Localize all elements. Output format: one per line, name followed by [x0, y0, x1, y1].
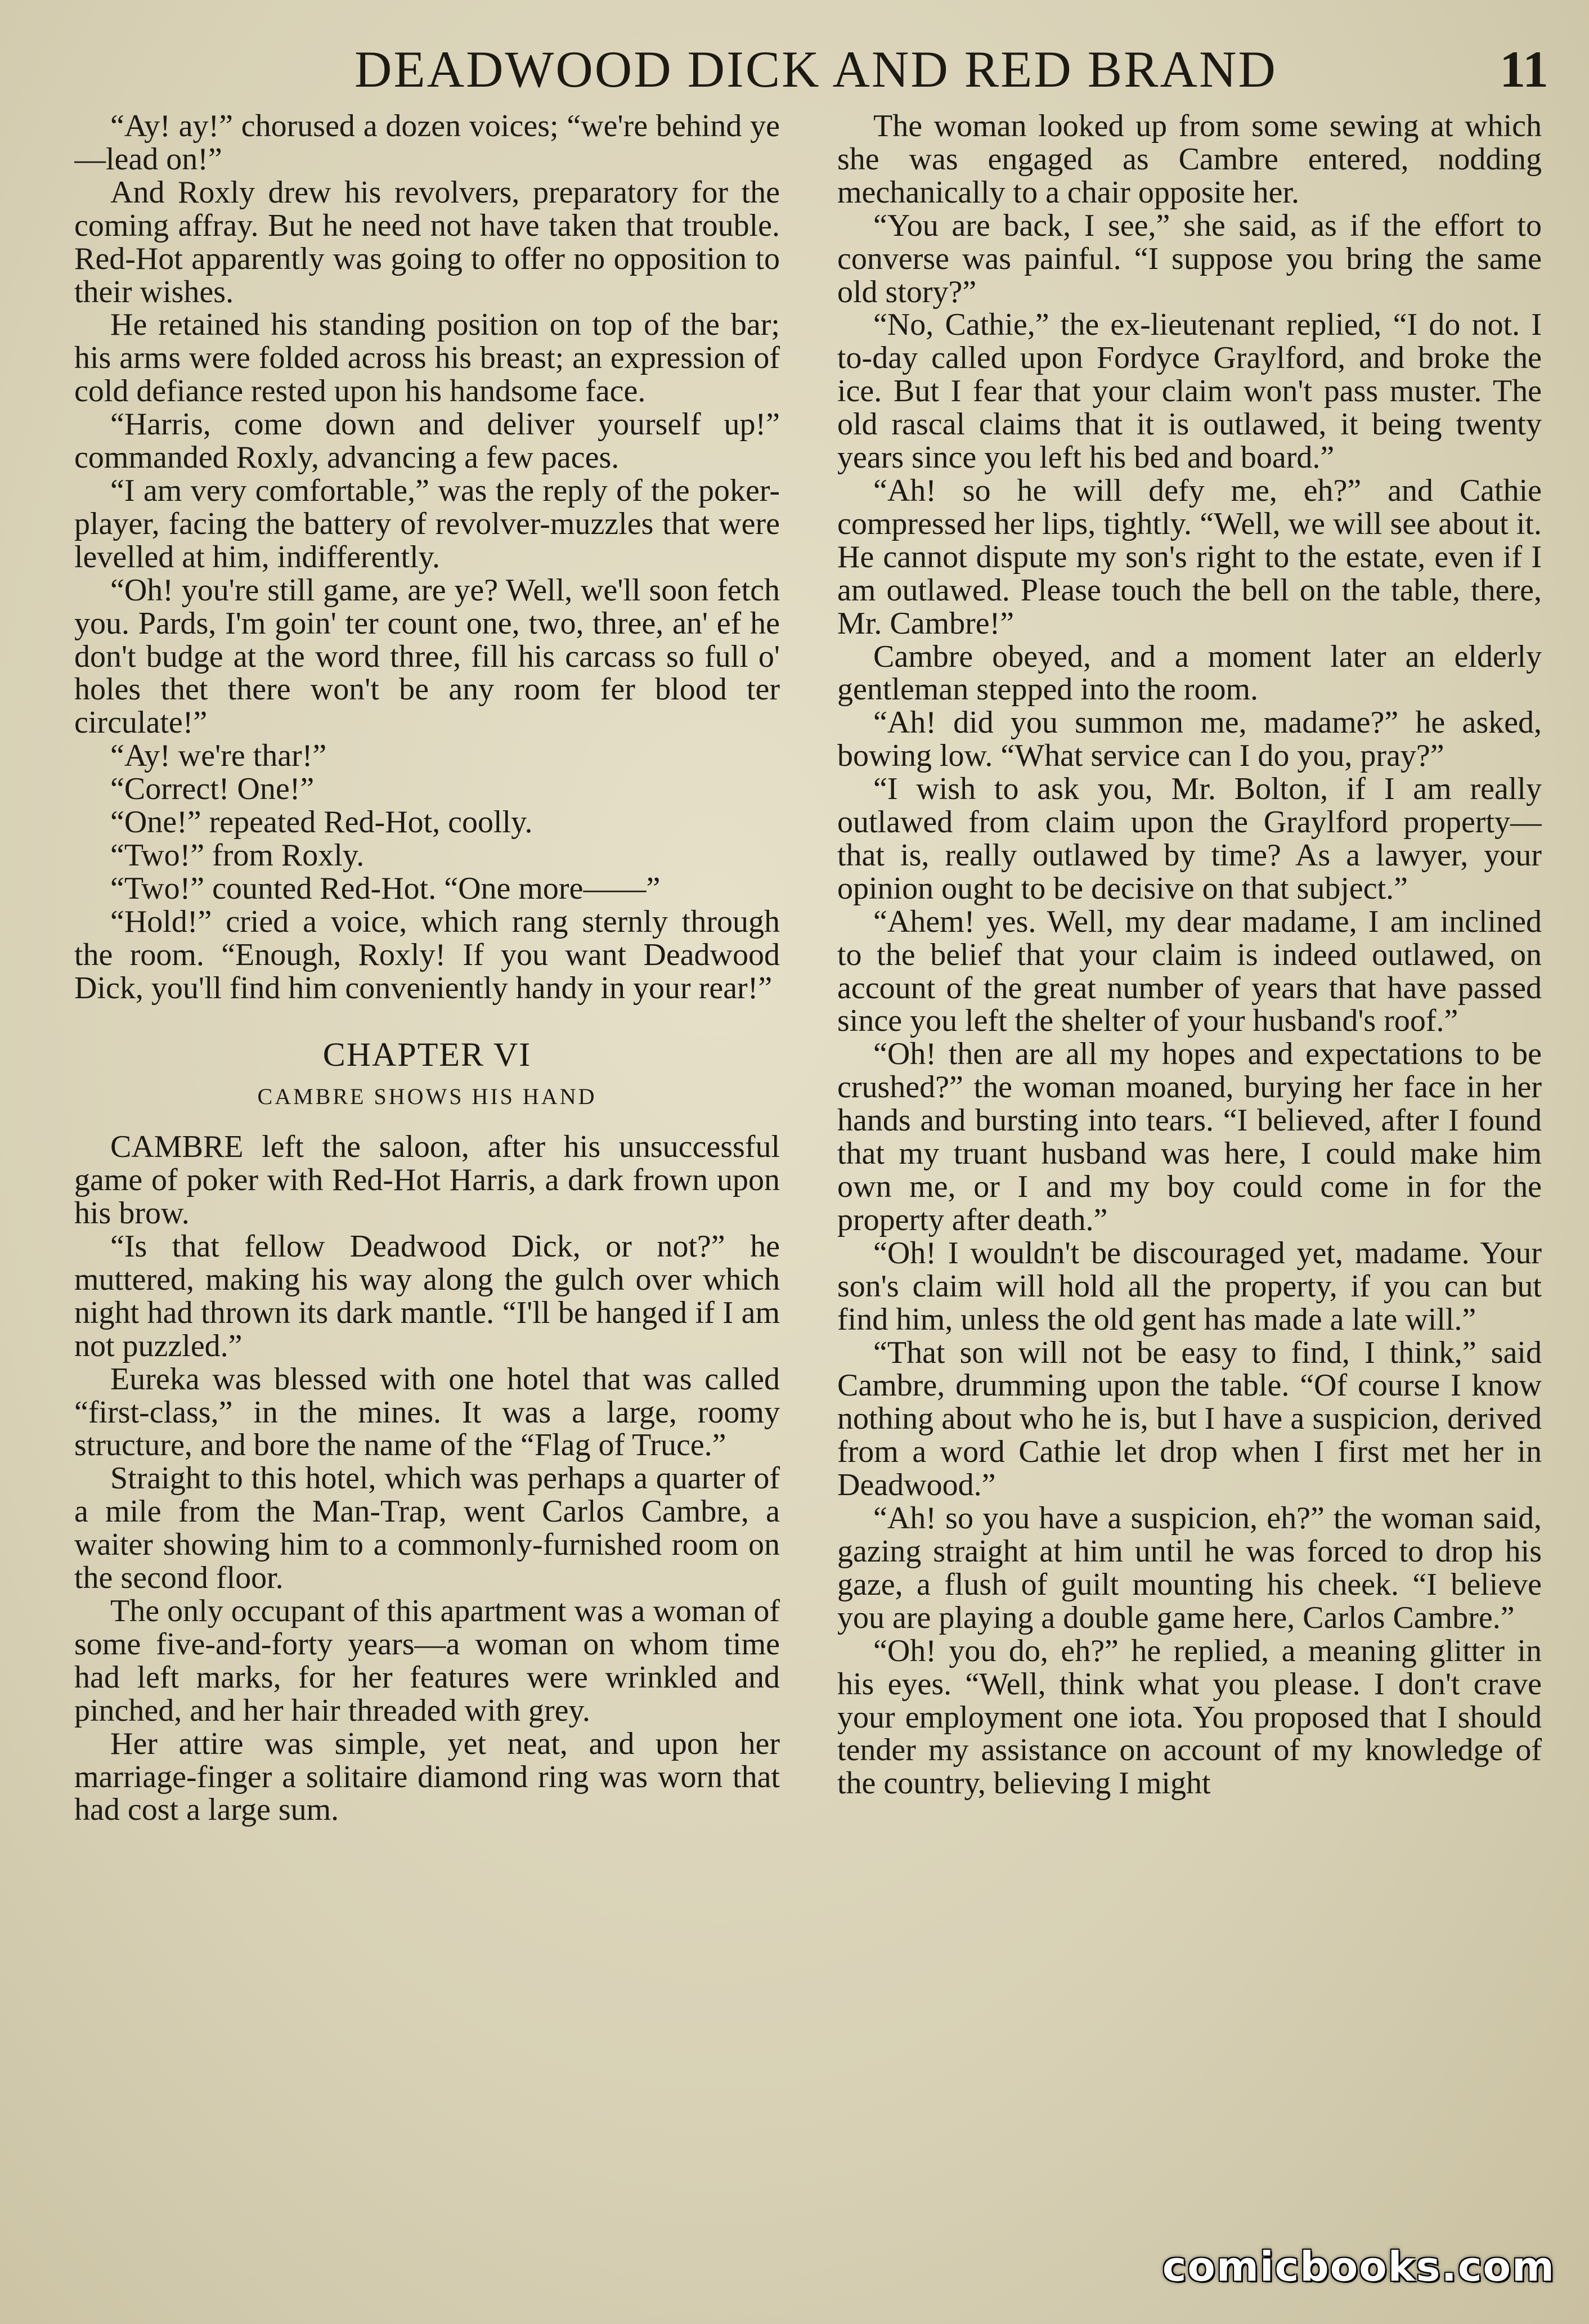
paragraph: “Ah! so you have a suspicion, eh?” the woman said, gazing straight at him until he was forced to drop his gaze, a flush of guilt mounting his cheek. “I believe you are playing a double game here, Carlos Cambre.” [837, 1501, 1542, 1635]
chapter-subtitle: CAMBRE SHOWS HIS HAND [257, 1084, 597, 1110]
paragraph: “Oh! I wouldn't be discouraged yet, madame. Your son's claim will hold all the property, if you can but find him, unless the old gent has made a late will.” [837, 1235, 1542, 1337]
paragraph: “Oh! you do, eh?” he replied, a meaning glitter in his eyes. “Well, think what you please. I don't crave your employment one iota. You proposed that I should tender my assistance on account of my knowledge of the country, believing I might [837, 1633, 1542, 1801]
paragraph: “Correct! One!” [110, 771, 315, 807]
page-header [0, 39, 1589, 118]
paragraph: “Harris, come down and deliver yourself up!” commanded Roxly, advancing a few paces. [74, 407, 780, 475]
paragraph: “I am very comfortable,” was the reply of the poker-player, facing the battery of revolver-muzzles that were levelled at him, indifferently. [74, 473, 780, 575]
paragraph: The woman looked up from some sewing at which she was engaged as Cambre entered, nodding mechanically to a chair opposite her. [837, 110, 1542, 210]
paragraph: He retained his standing position on top of the bar; his arms were folded across his breast; an expression of cold defiance rested upon his handsome face. [74, 307, 780, 409]
paragraph: “Ahem! yes. Well, my dear madame, I am inclined to the belief that your claim is indeed outlawed, on account of the great number of years that have passed since you left the shelter of your husband's roof.” [837, 904, 1542, 1039]
chapter-heading: CHAPTER VI [322, 1036, 532, 1074]
paragraph: “Oh! you're still game, are ye? Well, we'll soon fetch you. Pards, I'm goin' ter count one, two, three, an' ef he don't budge at the word three, fill his carcass so full o' holes thet there won't be any room fer blood ter circulate!” [74, 572, 780, 741]
paragraph: “You are back, I see,” she said, as if the effort to converse was painful. “I suppose you bring the same old story?” [837, 208, 1542, 309]
paragraph: “Ay! we're thar!” [110, 738, 327, 774]
paragraph: Eureka was blessed with one hotel that was called “first-class,” in the mines. It was a large, roomy structure, and bore the name of the “Flag of Truce.” [74, 1361, 780, 1463]
paragraph: Cambre obeyed, and a moment later an elderly gentleman stepped into the room. [837, 639, 1542, 707]
running-title: DEADWOOD DICK AND RED BRAND [354, 41, 1277, 98]
paragraph: Straight to this hotel, which was perhaps a quarter of a mile from the Man-Trap, went Carlos Cambre, a waiter showing him to a commonly-furnished room on the second floor. [74, 1461, 780, 1596]
paragraph: “Ay! ay!” chorused a dozen voices; “we're behind ye—lead on!” [74, 110, 780, 177]
paragraph: “Oh! then are all my hopes and expectations to be crushed?” the woman moaned, burying her face in her hands and bursting into tears. “I believed, after I found that my truant husband was here, I could make him own me, or I and my boy could come in for the property after death.” [837, 1037, 1542, 1237]
paragraph: “Hold!” cried a voice, which rang sternly through the room. “Enough, Roxly! If you want Deadwood Dick, you'll find him conveniently handy in your rear!” [74, 904, 780, 1006]
right-column [837, 110, 1542, 2248]
page-number: 11 [1500, 41, 1548, 98]
left-column [74, 110, 780, 2248]
paragraph: And Roxly drew his revolvers, preparatory for the coming affray. But he need not have taken that trouble. Red-Hot apparently was going to offer no opposition to their wishes. [74, 174, 780, 309]
paragraph: “I wish to ask you, Mr. Bolton, if I am really outlawed from claim upon the Graylford property—that is, really outlawed by time? As a lawyer, your opinion ought to be decisive on that subject.” [837, 771, 1542, 906]
paragraph: “Is that fellow Deadwood Dick, or not?” he muttered, making his way along the gulch over which night had thrown its dark mantle. “I'll be hanged if I am not puzzled.” [74, 1229, 780, 1363]
paragraph: “Ah! so he will defy me, eh?” and Cathie compressed her lips, tightly. “Well, we will see about it. He cannot dispute my son's right to the estate, even if I am outlawed. Please touch the bell on the table, there, Mr. Cambre!” [837, 473, 1542, 641]
paragraph: “One!” repeated Red-Hot, coolly. [110, 805, 533, 840]
site-watermark: comicbooks.com [1162, 2243, 1555, 2290]
paragraph: CAMBRE left the saloon, after his unsuccessful game of poker with Red-Hot Harris, a dark frown upon his brow. [74, 1129, 780, 1231]
paragraph: “Two!” from Roxly. [110, 837, 365, 873]
paragraph: “No, Cathie,” the ex-lieutenant replied, “I do not. I to-day called upon Fordyce Graylford, and broke the ice. But I fear that your claim won't pass muster. The old rascal claims that it is outlawed, it being twenty years since you left his bed and board.” [837, 307, 1542, 475]
paragraph: “Ah! did you summon me, madame?” he asked, bowing low. “What service can I do you, pray?” [837, 705, 1542, 774]
paragraph: “Two!” counted Red-Hot. “One more——” [110, 871, 661, 906]
paragraph: “That son will not be easy to find, I think,” said Cambre, drumming upon the table. “Of course I know nothing about who he is, but I have a suspicion, derived from a word Cathie let drop when I first met her in Deadwood.” [837, 1335, 1542, 1503]
paragraph: Her attire was simple, yet neat, and upon her marriage-finger a solitaire diamond ring was worn that had cost a large sum. [74, 1726, 780, 1828]
paragraph: The only occupant of this apartment was a woman of some five-and-forty years—a woman on whom time had left marks, for her features were wrinkled and pinched, and her hair threaded with grey. [74, 1593, 780, 1728]
